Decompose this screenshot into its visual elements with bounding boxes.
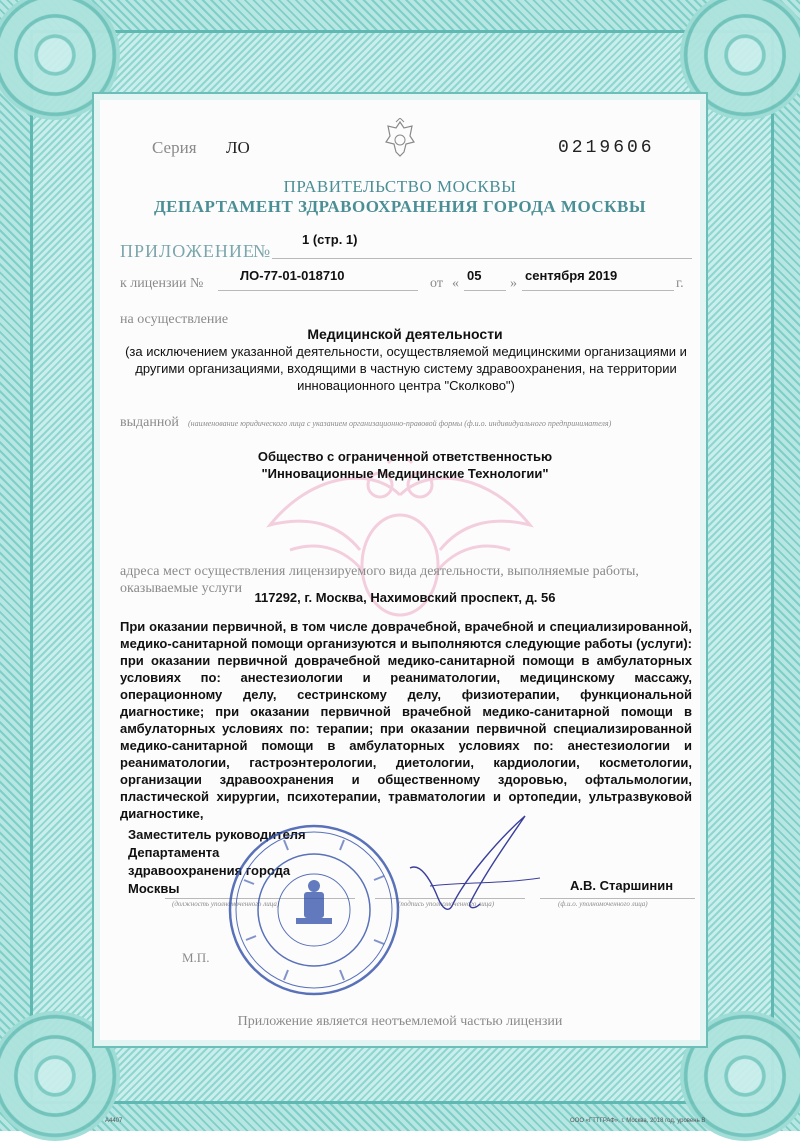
organization-line-2: "Инновационные Медицинские Технологии" (261, 466, 549, 481)
seal-label: М.П. (182, 950, 210, 965)
official-stamp (224, 820, 404, 1000)
appendix-number-sign: № (253, 241, 271, 261)
signer-position-line-1: Заместитель руководителя (128, 827, 306, 842)
issued-label: выданной (120, 415, 179, 430)
purpose-description: (за исключением указанной деятельности, осуществляемой медицинскими организациями и другими организациями, входящими в частную систему здравоохранения, на территории инновационного центра "Сколково") (125, 344, 687, 393)
year-suffix: г. (676, 276, 684, 291)
government-title: ПРАВИТЕЛЬСТВО МОСКВЫ (283, 177, 517, 196)
license-month-year: сентября 2019 (525, 268, 618, 283)
address-value: 117292, г. Москва, Нахимовский проспект, д. 56 (254, 590, 556, 605)
address-label: адреса мест осуществления лицензируемого вида деятельности, выполняемые работы, оказываемые услуги (120, 564, 639, 596)
purpose-label: на осуществление (120, 312, 229, 327)
form-number: 0219606 (558, 138, 655, 158)
appendix-number: 1 (стр. 1) (302, 232, 358, 247)
divider (272, 258, 692, 259)
license-day: 05 (467, 268, 482, 283)
divider (522, 290, 674, 291)
appendix-label: ПРИЛОЖЕНИЕ (120, 241, 255, 261)
signer-name: А.В. Старшинин (570, 878, 674, 893)
divider (464, 290, 506, 291)
license-label: к лицензии № (120, 276, 204, 291)
from-label: от (430, 276, 443, 291)
signer-position-line-2: Департамента (128, 845, 220, 860)
series-label: Серия (152, 138, 197, 157)
handwritten-signature (390, 808, 560, 928)
signer-position-line-3: здравоохранения города (128, 863, 291, 878)
quote-open: « (452, 276, 459, 291)
purpose-title: Медицинской деятельности (307, 326, 503, 342)
position-note: (должность уполномоченного лица) (172, 900, 280, 908)
organization-line-1: Общество с ограниченной ответственностью (257, 449, 553, 464)
print-code: А4407 (105, 1118, 123, 1124)
works-text: При оказании первичной, в том числе доврачебной, врачебной и специализированной, медико-санитарной помощи организуются и выполняются следующие работы (услуги): при оказании первичной доврачебной медико-санитарной помощи в амбулаторных условиях по: анестезиологии и реаниматологии, медицинскому массажу, операционному делу, сестринскому делу, физиотерапии, функциональной диагностике; при оказании первичной врачебной медико-санитарной помощи в амбулаторных условиях по: терапии; при оказании первичной специализированной медико-санитарной помощи в амбулаторных условиях по: анестезиологии и реаниматологии, гастроэнтерологии, диетологии, кардиологии, косметологии, организации здравоохранения и общественному здоровью, офтальмологии, пластической хирургии, психотерапии, травматологии и ортопедии, ультразвуковой диагностике, (120, 619, 692, 821)
quote-close: » (510, 276, 517, 291)
coat-of-arms-icon (382, 118, 418, 160)
footer-note: Приложение является неотъемлемой частью лицензии (237, 1014, 563, 1029)
signer-position-line-4: Москвы (128, 881, 180, 896)
department-title: ДЕПАРТАМЕНТ ЗДРАВООХРАНЕНИЯ ГОРОДА МОСКВЫ (153, 197, 647, 216)
signature-note: (подпись уполномоченного лица) (398, 900, 495, 908)
name-note: (ф.и.о. уполномоченного лица) (558, 900, 648, 908)
organization-name (120, 448, 690, 482)
issued-note: (наименование юридического лица с указанием организационно-правовой формы (ф.и.о. индивидуального предпринимателя) (188, 419, 612, 428)
series-value: ЛО (226, 138, 250, 157)
printer-info: ООО «ГТТГРАФ», г. Москва, 2018 год, уровень В (570, 1118, 706, 1124)
divider (540, 898, 695, 899)
divider (218, 290, 418, 291)
license-number: ЛО-77-01-018710 (240, 268, 345, 283)
